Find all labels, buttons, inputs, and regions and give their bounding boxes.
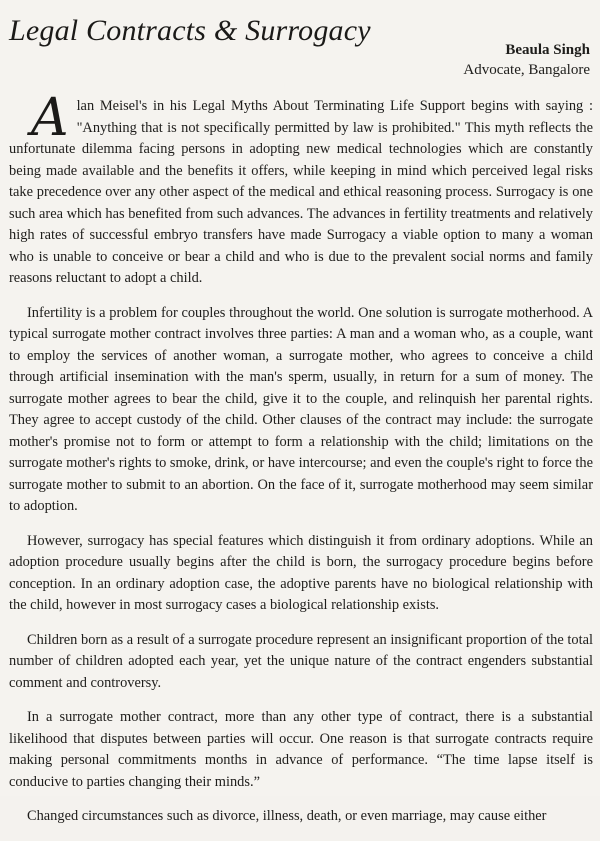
paragraph: Children born as a result of a surrogate procedure represent an insignificant proportion of the total number of children adopted each year, yet the unique nature of the contract engenders substantial comment and controversy.: [9, 631, 593, 691]
article-body: [9, 88, 593, 841]
drop-cap: A: [31, 88, 69, 148]
byline: [463, 40, 590, 80]
paragraph: [9, 88, 593, 290]
paragraph: However, surrogacy has special features which distinguish it from ordinary adoptions. While an adoption procedure usually begins after the child is born, the surrogacy procedure begins before conception. In an ordinary adoption case, the adoptive parents have no biological relationship with the child, however in most surrogacy cases a biological relationship exists.: [9, 532, 593, 613]
article-title: Legal Contracts & Surrogacy: [9, 14, 371, 47]
paragraph: Changed circumstances such as divorce, illness, death, or even marriage, may cause either: [27, 808, 547, 824]
paragraph-text: lan Meisel's in his Legal Myths About Terminating Life Support begins with saying : "Anything that is not specifically permitted by law is prohibited." This myth reflects the unfortunate dilemma facing persons in adopting new medical technologies which are constantly being made available and the benefits it offers, while keeping in mind which perceived legal risks take precedence over any other aspect of the medical and ethical reasoning process. Surrogacy is one such area which has benefited from such advances. The advances in fertility treatments and relatively high rates of successful embryo transfers have made Surrogacy a viable option to many a woman who is unable to conceive or bear a child and who is due to the prevalent social norms and family reasons reluctant to adopt a child.: [9, 98, 593, 286]
paragraph: In a surrogate mother contract, more than any other type of contract, there is a substantial likelihood that disputes between parties will occur. One reason is that surrogate contracts require making personal commitments months in advance of performance. “The time lapse itself is conducive to parties changing their minds.”: [9, 709, 593, 790]
author-role: Advocate, Bangalore: [463, 62, 590, 78]
author-name: Beaula Singh: [505, 42, 590, 58]
paragraph: Infertility is a problem for couples throughout the world. One solution is surrogate motherhood. A typical surrogate mother contract involves three parties: A man and a woman who, as a couple, want to employ the services of another woman, a surrogate mother, who agrees to conceive a child through artificial insemination with the man's sperm, usually, in return for a sum of money. The surrogate mother agrees to bear the child, give it to the couple, and relinquish her parental rights. They agree to accept custody of the child. Other clauses of the contract may include: the surrogate mother's promise not to form or attempt to form a relationship with the child; limitations on the surrogate mother's rights to smoke, drink, or have intercourse; and even the couple's right to force the surrogate mother to submit to an abortion. On the face of it, surrogate motherhood may seem similar to adoption.: [9, 304, 593, 514]
